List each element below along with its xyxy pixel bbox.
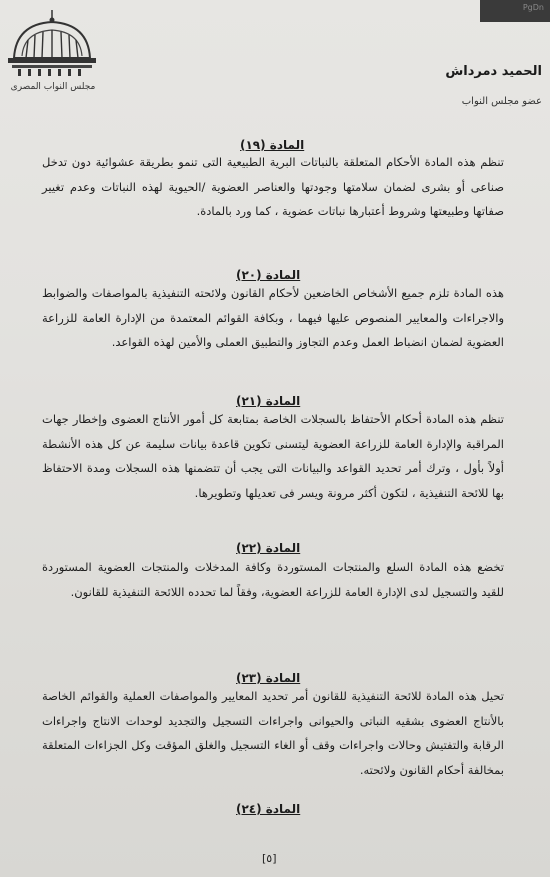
article-heading: المادة (٢١) bbox=[236, 394, 301, 408]
article-text: هذه المادة تلزم جميع الأشخاص الخاضعين لأحكام القانون ولائحته التنفيذية بالمواصفات والضوابط والاجراءات والمعايير المنصوص عليها فيهما ، وبكافة القوائم المعتمدة من الإدارة العامة للزراعة العضوية لضمان انضباط العمل وعدم التجاوز والتطبيق العملى والأمين لهذه القواعد. bbox=[42, 286, 504, 349]
parliament-dome-logo bbox=[4, 8, 100, 78]
article-heading: المادة (٢٣) bbox=[236, 671, 301, 685]
page-number: [٥] bbox=[262, 852, 277, 865]
member-title: عضو مجلس النواب bbox=[461, 96, 542, 107]
article-text: تنظم هذه المادة أحكام الأحتفاظ بالسجلات الخاصة بمتابعة كل أمور الأنتاج العضوى وإخطار جهات المراقبة والإدارة العامة للزراعة العضوية ليتسنى تكوين قاعدة بيانات سليمة عن كل هذه الأنشطة أولاً بأول ، وترك أمر تحديد القواعد والبيانات التى يجب أن تتضمنها هذه السجلات ومدة الاحتفاظ بها للائحة التنفيذية ، لتكون أكثر مرونة ويسر فى تعديلها وتطويرها. bbox=[42, 412, 504, 500]
article-text: تحيل هذه المادة للائحة التنفيذية للقانون أمر تحديد المعايير والمواصفات العملية والقوائم الخاصة بالأنتاج العضوى بشقيه النباتى والحيوانى واجراءات التسجيل والتجديد لوحدات الانتاج واجراءات الرقابة والتفتيش وحالات واجراءات وقف أو الغاء التسجيل والغلق المؤقت وكل الجزاءات المتعلقة بمخالفة أحكام القانون ولائحته. bbox=[42, 689, 504, 777]
article-text: تنظم هذه المادة الأحكام المتعلقة بالنباتات البرية الطبيعية التى تنمو بطريقة عشوائية دون تدخل صناعى أو بشرى لضمان سلامتها وجودتها والعناصر العضوية /الحيوية لهذه النباتات وعدم تغيير صفاتها وطبيعتها وشروط أعتبارها نباتات عضوية ، كما ورد بالمادة. bbox=[42, 155, 504, 218]
watermark: PgDn bbox=[522, 3, 544, 12]
letterhead bbox=[0, 0, 550, 120]
article-heading: المادة (١٩) bbox=[240, 138, 305, 152]
parliament-name: مجلس النواب المصرى bbox=[10, 82, 96, 92]
member-name: الحميد دمرداش bbox=[445, 64, 542, 79]
article-heading: المادة (٢٠) bbox=[236, 268, 301, 282]
article-text: تخضع هذه المادة السلع والمنتجات المستوردة وكافة المدخلات والمنتجات العضوية المستوردة للقيد والتسجيل لدى الإدارة العامة للزراعة العضوية، وفقاً لما تحدده اللائحة التنفيذية للقانون. bbox=[42, 560, 504, 599]
article-heading: المادة (٢٤) bbox=[236, 802, 301, 816]
article-heading: المادة (٢٢) bbox=[236, 541, 301, 555]
